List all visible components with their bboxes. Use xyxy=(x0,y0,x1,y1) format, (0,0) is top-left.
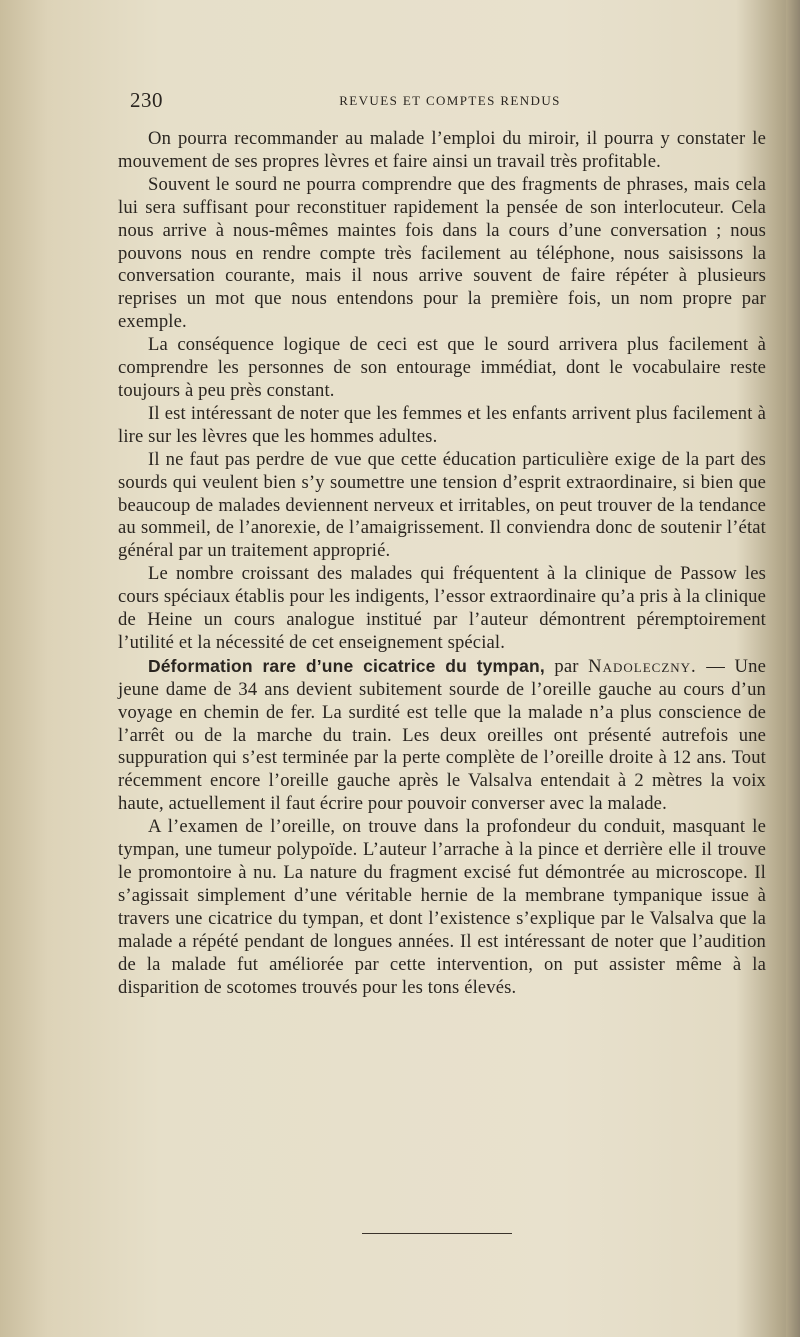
body-text xyxy=(118,128,766,999)
page-edge-shadow xyxy=(786,0,800,1337)
page-number: 230 xyxy=(130,88,163,112)
byline-prefix: par xyxy=(554,655,579,677)
paragraph: Il ne faut pas perdre de vue que cette éducation particulière exige de la part des sourds qui veulent bien s’y soumettre une tension d’esprit extraordinaire, si bien que beaucoup de malades deviennent nerveux et irritables, on peut trouver de la tendance au sommeil, de l’anorexie, de l’amaigrissement. Il conviendra donc de soutenir l’état général par un traitement approprié. xyxy=(118,448,766,562)
article-heading: Déformation rare d’une cicatrice du tympan, xyxy=(148,655,545,676)
paragraph: Il est intéressant de noter que les femmes et les enfants arrivent plus facilement à lire sur les lèvres que les hommes adultes. xyxy=(118,402,766,447)
article-intro-text: — Une jeune dame de 34 ans devient subitement sourde de l’oreille gauche au cours d’un voyage en chemin de fer. La surdité est telle que la malade n’a plus conscience de l’arrêt ou de la marche du train. Les deux oreilles ont présenté autrefois une suppuration qui s’est terminée par la perte complète de l’oreille droite à 12 ans. Tout récemment encore l’oreille gauche après le Valsalva entendait à 2 mètres la voix haute, actuellement il faut écrire pour pouvoir converser avec la malade. xyxy=(118,655,766,815)
article-author: Nadoleczny. xyxy=(588,655,697,677)
running-title: REVUES ET COMPTES RENDUS xyxy=(339,93,561,108)
article-intro-paragraph xyxy=(118,655,766,816)
closing-rule xyxy=(362,1233,512,1234)
page-header xyxy=(130,88,770,118)
paragraph: On pourra recommander au malade l’emploi du miroir, il pourra y constater le mouvement de ses propres lèvres et faire ainsi un travail très profitable. xyxy=(118,128,766,172)
paragraph: La conséquence logique de ceci est que le sourd arrivera plus facilement à comprendre les personnes de son entourage immédiat, dont le vocabulaire reste toujours à peu près constant. xyxy=(118,334,766,401)
paragraph: Le nombre croissant des malades qui fréquentent à la clinique de Passow les cours spéciaux établis pour les indigents, l’essor extraordinaire qu’a pris à la clinique de Heine un cours analogue institué par l’auteur démontrent péremptoirement l’utilité et la nécessité de cet enseignement spécial. xyxy=(118,563,766,653)
paragraph: A l’examen de l’oreille, on trouve dans la profondeur du conduit, masquant le tympan, une tumeur polypoïde. L’auteur l’arrache à la pince et derrière elle il trouve le promontoire à nu. La nature du fragment excisé fut démontrée au microscope. Il s’agissait simplement d’une véritable hernie de la membrane tympanique issue à travers une cicatrice du tympan, et dont l’existence s’explique par le Valsalva que la malade a répété pendant de longues années. Il est intéressant de noter que l’audition de la malade fut améliorée par cette intervention, on put assister même à la disparition de scotomes trouvés pour les tons élevés. xyxy=(118,816,766,998)
paragraph: Souvent le sourd ne pourra comprendre que des fragments de phrases, mais cela lui sera suffisant pour reconstituer rapidement la pensée de son interlocuteur. Cela nous arrive à nous-mêmes maintes fois dans la cours d’une conversation ; nous pouvons nous en rendre compte très facilement au téléphone, nous saisissons la conversation courante, mais il nous arrive souvent de faire répéter à plusieurs reprises un mot que nous entendons pour la première fois, un nom propre par exemple. xyxy=(118,173,766,333)
